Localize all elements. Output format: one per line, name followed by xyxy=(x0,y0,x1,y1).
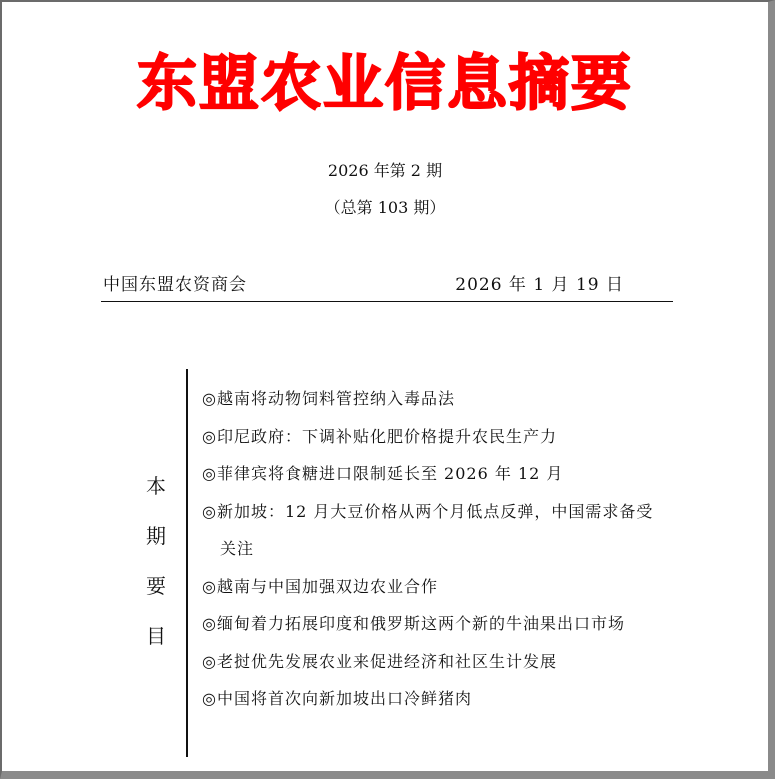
toc-item[interactable] xyxy=(202,643,692,681)
publish-date: 2026 年 1 月 19 日 xyxy=(455,275,624,295)
toc-item-text: ◎新加坡：12 月大豆价格从两个月低点反弹，中国需求备受 xyxy=(202,501,654,521)
toc-item[interactable] xyxy=(202,493,692,568)
toc-item[interactable] xyxy=(202,568,692,606)
contents-side-label xyxy=(142,472,170,672)
toc-item-text: ◎中国将首次向新加坡出口冷鲜猪肉 xyxy=(202,689,472,708)
toc-item-text: ◎老挝优先发展农业来促进经济和社区生计发展 xyxy=(202,651,557,671)
toc-item-continuation: 关注 xyxy=(220,539,255,558)
toc-item[interactable] xyxy=(202,680,692,718)
toc-item[interactable] xyxy=(202,455,692,493)
toc-item-text: ◎越南与中国加强双边农业合作 xyxy=(202,576,438,596)
toc-item-text: ◎缅甸着力拓展印度和俄罗斯这两个新的牛油果出口市场 xyxy=(202,614,625,633)
toc-item-text: ◎越南将动物饲料管控纳入毒品法 xyxy=(202,389,455,408)
contents-divider xyxy=(186,369,188,757)
side-label-char: 本 xyxy=(146,474,166,498)
toc-item-text: ◎菲律宾将食糖进口限制延长至 2026 年 12 月 xyxy=(202,464,564,483)
toc-item[interactable] xyxy=(202,380,692,418)
total-issue-number: （总第 103 期） xyxy=(324,198,446,217)
side-label-char: 期 xyxy=(146,524,166,548)
toc-item-text: ◎印尼政府：下调补贴化肥价格提升农民生产力 xyxy=(202,426,557,446)
issue-number: 2026 年第 2 期 xyxy=(327,161,443,180)
document-title: 东盟农业信息摘要 xyxy=(137,49,633,119)
toc-item[interactable] xyxy=(202,605,692,643)
toc-item[interactable] xyxy=(202,418,692,456)
table-of-contents xyxy=(202,380,692,718)
publisher: 中国东盟农资商会 xyxy=(103,275,247,295)
side-label-char: 要 xyxy=(146,574,166,598)
header-divider xyxy=(101,301,673,302)
side-label-char: 目 xyxy=(146,624,166,648)
